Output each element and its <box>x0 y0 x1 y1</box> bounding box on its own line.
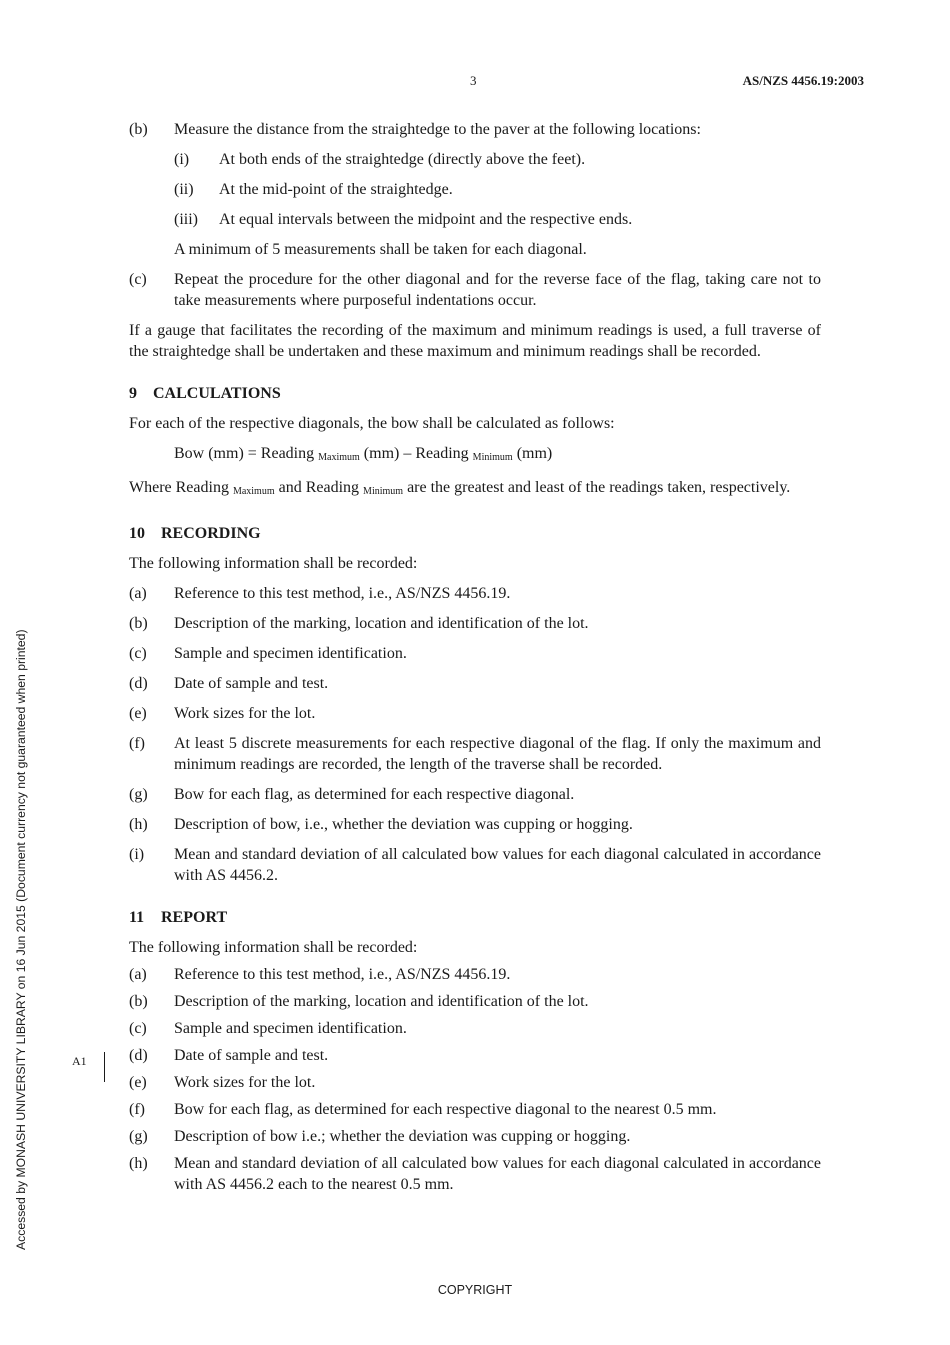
section-number: 10 <box>129 525 145 542</box>
calculations-intro: For each of the respective diagonals, the bow shall be calculated as follows: <box>129 415 615 432</box>
section-title: CALCULATIONS <box>153 385 281 402</box>
item-label: (c) <box>129 271 147 288</box>
recording-intro: The following information shall be recorded: <box>129 555 418 572</box>
item-text: Measure the distance from the straightedge to the paver at the following locations: <box>174 121 701 138</box>
section-heading-report <box>129 907 821 928</box>
item-text: Repeat the procedure for the other diagonal and for the reverse face of the flag, taking care not to take measurements where purposeful indentations occur. <box>174 271 821 309</box>
procedure-note: A minimum of 5 measurements shall be taken for each diagonal. <box>174 241 587 258</box>
bow-formula <box>174 443 821 468</box>
section-title: REPORT <box>161 909 228 926</box>
formula-end: (mm) <box>516 445 553 462</box>
procedure-item-c <box>129 269 821 311</box>
item-label: (f) <box>129 1101 145 1118</box>
item-label: (g) <box>129 786 148 803</box>
recording-list <box>129 583 821 886</box>
item-text: Description of the marking, location and identification of the lot. <box>174 615 589 632</box>
item-label: (d) <box>129 1047 148 1064</box>
item-label: (i) <box>129 846 145 863</box>
sub-item <box>174 179 821 200</box>
access-notice: Accessed by MONASH UNIVERSITY LIBRARY on 16 Jun 2015 (Document currency not guaranteed when printed) <box>14 629 28 1250</box>
sub-item-text: At both ends of the straightedge (directly above the feet). <box>219 151 586 168</box>
formula-definition <box>129 477 821 502</box>
item-text: Work sizes for the lot. <box>174 705 316 722</box>
item-text: Date of sample and test. <box>174 1047 329 1064</box>
item-label: (d) <box>129 675 148 692</box>
list-item <box>129 1045 821 1066</box>
item-text: Bow for each flag, as determined for each respective diagonal. <box>174 786 575 803</box>
list-item <box>129 1072 821 1093</box>
amendment-mark: A1 <box>72 1054 87 1068</box>
list-item <box>129 964 821 985</box>
where-sub-min: Minimum <box>363 486 404 497</box>
list-item <box>129 1126 821 1147</box>
item-label: (a) <box>129 585 147 602</box>
item-text: Description of the marking, location and identification of the lot. <box>174 993 589 1010</box>
item-label: (c) <box>129 1020 147 1037</box>
item-text: Date of sample and test. <box>174 675 329 692</box>
list-item <box>129 1099 821 1120</box>
where-sub-max: Maximum <box>232 486 275 497</box>
list-item <box>129 991 821 1012</box>
list-item <box>129 703 821 724</box>
list-item <box>129 844 821 886</box>
item-text: Mean and standard deviation of all calculated bow values for each diagonal calculated in accordance with AS 4456.2 each to the nearest 0.5 mm. <box>174 1155 821 1193</box>
sub-item <box>174 209 821 230</box>
sub-item <box>174 149 821 170</box>
document-body <box>129 119 821 1201</box>
item-label: (e) <box>129 705 147 722</box>
item-text: Mean and standard deviation of all calculated bow values for each diagonal calculated in accordance with AS 4456.2. <box>174 846 821 884</box>
formula-mid: (mm) – Reading <box>363 445 469 462</box>
item-label: (a) <box>129 966 147 983</box>
item-label: (c) <box>129 645 147 662</box>
list-item <box>129 1018 821 1039</box>
list-item <box>129 643 821 664</box>
item-text: Reference to this test method, i.e., AS/NZS 4456.19. <box>174 966 511 983</box>
sub-item-label: (ii) <box>174 181 194 198</box>
formula-sub-min: Minimum <box>472 452 513 463</box>
formula-lhs: Bow (mm) = Reading <box>174 445 315 462</box>
list-item <box>129 613 821 634</box>
page-number: 3 <box>470 73 477 88</box>
item-text: Reference to this test method, i.e., AS/NZS 4456.19. <box>174 585 511 602</box>
report-list <box>129 964 821 1195</box>
where-part3: are the greatest and least of the readings taken, respectively. <box>407 479 791 496</box>
formula-sub-max: Maximum <box>318 452 360 463</box>
sub-item-label: (i) <box>174 151 190 168</box>
item-label: (b) <box>129 615 148 632</box>
item-text: Bow for each flag, as determined for each respective diagonal to the nearest 0.5 mm. <box>174 1101 717 1118</box>
list-item <box>129 583 821 604</box>
list-item <box>129 784 821 805</box>
list-item <box>129 733 821 775</box>
item-label: (h) <box>129 816 148 833</box>
item-text: Work sizes for the lot. <box>174 1074 316 1091</box>
item-text: Description of bow, i.e., whether the deviation was cupping or hogging. <box>174 816 633 833</box>
list-item <box>129 1153 821 1195</box>
report-intro: The following information shall be recorded: <box>129 939 418 956</box>
list-item <box>129 814 821 835</box>
item-text: Sample and specimen identification. <box>174 1020 407 1037</box>
amendment-bar <box>104 1052 105 1082</box>
item-text: At least 5 discrete measurements for each respective diagonal of the flag. If only the maximum and minimum readings are recorded, the length of the traverse shall be recorded. <box>174 735 821 773</box>
item-label: (b) <box>129 993 148 1010</box>
procedure-item-b <box>129 119 821 140</box>
item-label: (f) <box>129 735 145 752</box>
sub-item-text: At equal intervals between the midpoint and the respective ends. <box>219 211 633 228</box>
section-title: RECORDING <box>161 525 261 542</box>
sub-item-text: At the mid-point of the straightedge. <box>219 181 453 198</box>
section-heading-recording <box>129 523 821 544</box>
item-text: Description of bow i.e.; whether the deviation was cupping or hogging. <box>174 1128 631 1145</box>
copyright-footer: COPYRIGHT <box>437 1283 513 1297</box>
gauge-paragraph: If a gauge that facilitates the recording of the maximum and minimum readings is used, a full traverse of the straightedge shall be undertaken and these maximum and minimum readings shall be recorded. <box>129 322 821 360</box>
item-label: (g) <box>129 1128 148 1145</box>
list-item <box>129 673 821 694</box>
item-label: (b) <box>129 121 148 138</box>
standard-id: AS/NZS 4456.19:2003 <box>742 73 864 88</box>
section-number: 9 <box>129 385 137 402</box>
section-heading-calculations <box>129 383 821 404</box>
section-number: 11 <box>129 909 145 926</box>
item-label: (h) <box>129 1155 148 1172</box>
where-part1: Where Reading <box>129 479 229 496</box>
sub-item-label: (iii) <box>174 211 198 228</box>
where-part2: and Reading <box>278 479 360 496</box>
item-label: (e) <box>129 1074 147 1091</box>
item-text: Sample and specimen identification. <box>174 645 407 662</box>
